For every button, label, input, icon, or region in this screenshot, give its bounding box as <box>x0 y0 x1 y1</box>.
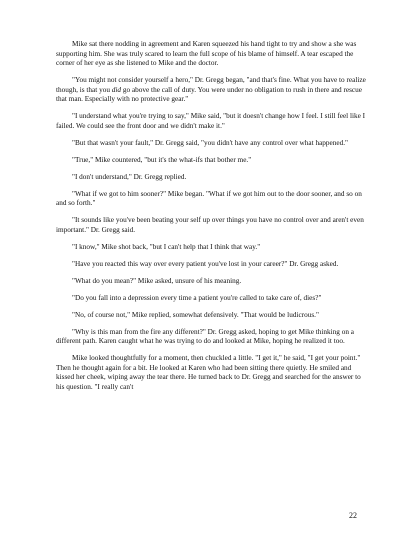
paragraph-7: "What if we got to him sooner?" Mike began. "What if we got him out to the door sooner, and so on and so forth." <box>56 189 362 207</box>
paragraph-11: "What do you mean?" Mike asked, unsure of his meaning. <box>72 276 242 285</box>
page-number: 22 <box>349 511 357 520</box>
paragraph-1: Mike sat there nodding in agreement and Karen squeezed his hand tight to try and show a she was supporting him. She was truly scared to learn the full scope of his blame of himself. A tear escaped the corner of her eye as she listened to Mike and the doctor. <box>56 40 357 67</box>
paragraph-2-after: go above the call of duty. You were under no obligation to rush in there and rescue that man. Especially with no protective gear." <box>56 85 362 103</box>
paragraph-8: "It sounds like you've been beating your self up over things you have no control over and aren't even important." Dr. Gregg said. <box>56 216 364 234</box>
paragraph-12: "Do you fall into a depression every time a patient you're called to take care of, dies?" <box>72 293 322 302</box>
paragraph-9: "I know," Mike shot back, "but I can't help that I think that way." <box>72 242 261 251</box>
paragraph-5: "True," Mike countered, "but it's the what-ifs that bother me." <box>72 155 252 164</box>
paragraph-3: "I understand what you're trying to say," Mike said, "but it doesn't change how I feel. I still feel like I failed. We could see the front door and we didn't make it." <box>56 112 366 130</box>
paragraph-14: "Why is this man from the fire any different?" Dr. Gregg asked, hoping to get Mike thinking on a different path. Karen caught what he was trying to do and looked at Mike, hoping he realized it too. <box>56 327 355 345</box>
document-body <box>56 40 367 400</box>
paragraph-2-before: "You might not consider yourself a hero," Dr. Gregg began, "and that's fine. What you have to realize though, is that you <box>56 76 366 94</box>
paragraph-2 <box>56 76 367 105</box>
paragraph-6: "I don't understand," Dr. Gregg replied. <box>72 172 187 181</box>
paragraph-2-emphasis: did <box>111 85 122 94</box>
paragraph-4: "But that wasn't your fault," Dr. Gregg said, "you didn't have any control over what happened." <box>72 138 348 147</box>
paragraph-13: "No, of course not," Mike replied, somewhat defensively. "That would be ludicrous." <box>72 310 319 319</box>
paragraph-15: Mike looked thoughtfully for a moment, then chuckled a little. "I get it," he said, "I get your point." Then he thought again for a bit. He looked at Karen who had been sitting there quietly. He smiled and kissed her cheek, wiping away the tear there. He turned back to Dr. Gregg and searched for the answer to his question. "I really can't <box>56 354 361 391</box>
paragraph-10: "Have you reacted this way over every patient you've lost in your career?" Dr. Gregg asked. <box>72 259 339 268</box>
